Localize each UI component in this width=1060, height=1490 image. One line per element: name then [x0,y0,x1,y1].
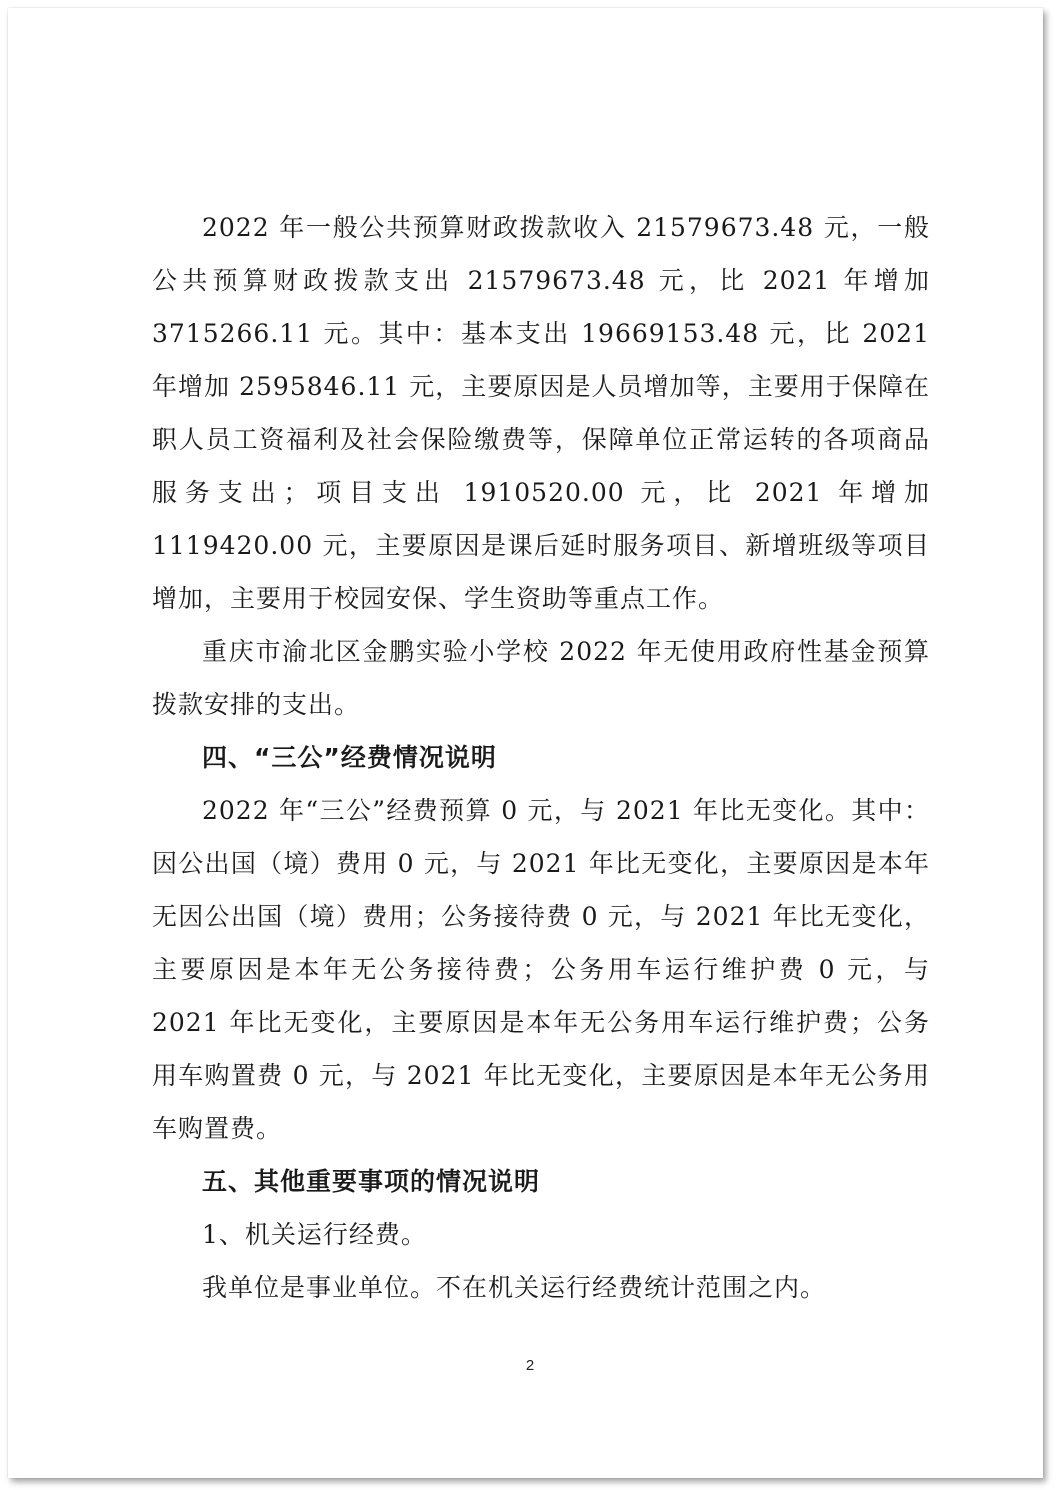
paragraph-institution-note: 我单位是事业单位。不在机关运行经费统计范围之内。 [202,1273,827,1302]
paragraph-three-public-expenses: 2022 年“三公”经费预算 0 元，与 2021 年比无变化。其中：因公出国（境）费用 0 元，与 2021 年比无变化，主要原因是本年无因公出国（境）费用；公务接待费 0 元，与 2021 年比无变化，主要原因是本年无公务接待费；公务用车运行维护费 0 元，与 2021 年比无变化，主要原因是本年无公务用车运行维护费；公务用车购置费 0 元，与 2021 年比无变化，主要原因是本年无公务用车购置费。 [152,796,930,1143]
page-number: 2 [525,1357,535,1374]
paragraph-item-operating-expenses: 1、机关运行经费。 [202,1220,427,1249]
paragraph-budget-income: 2022 年一般公共预算财政拨款收入 21579673.48 元，一般公共预算财政拨款支出 21579673.48 元，比 2021 年增加 3715266.11 元。其中：基本支出 19669153.48 元，比 2021 年增加 2595846.11 元，主要原因是人员增加等，主要用于保障在职人员工资福利及社会保险缴费等，保障单位正常运转的各项商品服务支出；项目支出 1910520.00 元，比 2021 年增加 1119420.00 元，主要原因是课后延时服务项目、新增班级等项目增加，主要用于校园安保、学生资助等重点工作。 [152,213,930,613]
section-heading-other-matters: 五、其他重要事项的情况说明 [202,1167,541,1196]
document-page [8,8,1043,1478]
paragraph-government-fund: 重庆市渝北区金鹏实验小学校 2022 年无使用政府性基金预算拨款安排的支出。 [152,637,930,719]
section-heading-three-public: 四、“三公”经费情况说明 [202,743,497,772]
document-body [152,201,930,1314]
